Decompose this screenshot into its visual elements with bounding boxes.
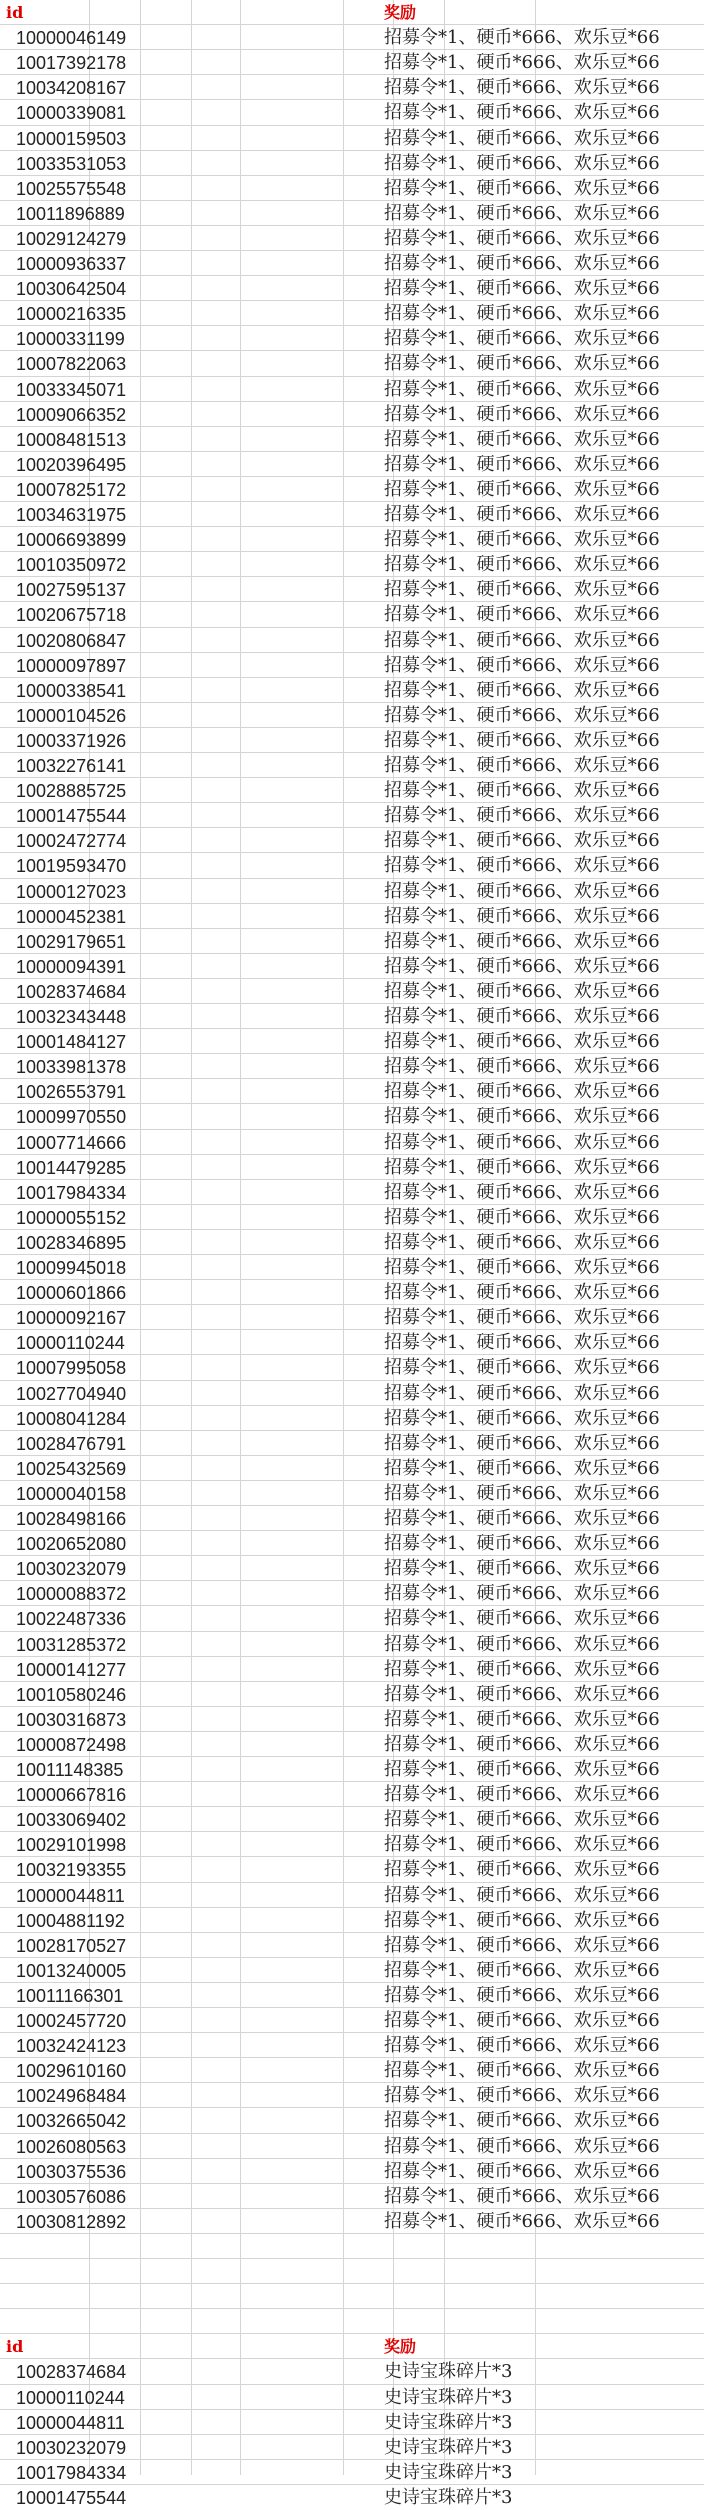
cell-id[interactable]: 10001475544 — [16, 806, 127, 826]
cell-reward[interactable]: 招募令*1、硬币*666、欢乐豆*66 — [384, 328, 660, 349]
cell-id[interactable]: 10031285372 — [16, 1635, 127, 1655]
cell-id[interactable]: 10032343448 — [16, 1007, 127, 1027]
cell-reward[interactable]: 招募令*1、硬币*666、欢乐豆*66 — [384, 1834, 660, 1855]
cell-reward[interactable]: 招募令*1、硬币*666、欢乐豆*66 — [384, 529, 660, 550]
cell-id[interactable]: 10004881192 — [16, 1911, 125, 1931]
cell-reward[interactable]: 史诗宝珠碎片*3 — [384, 2437, 513, 2458]
cell-reward[interactable]: 招募令*1、硬币*666、欢乐豆*66 — [384, 956, 660, 977]
cell-reward[interactable]: 招募令*1、硬币*666、欢乐豆*66 — [384, 1985, 660, 2006]
cell-reward[interactable]: 招募令*1、硬币*666、欢乐豆*66 — [384, 705, 660, 726]
cell-reward[interactable]: 招募令*1、硬币*666、欢乐豆*66 — [384, 1081, 660, 1102]
cell-reward[interactable]: 招募令*1、硬币*666、欢乐豆*66 — [384, 353, 660, 374]
cell-id[interactable]: 10000667816 — [16, 1785, 127, 1805]
cell-reward[interactable]: 招募令*1、硬币*666、欢乐豆*66 — [384, 479, 660, 500]
cell-reward[interactable]: 招募令*1、硬币*666、欢乐豆*66 — [384, 1132, 660, 1153]
cell-id[interactable]: 10020806847 — [16, 631, 127, 651]
table-header-id: id — [6, 3, 24, 22]
cell-id[interactable]: 10003371926 — [16, 731, 127, 751]
cell-reward[interactable]: 招募令*1、硬币*666、欢乐豆*66 — [384, 1684, 660, 1705]
cell-reward[interactable]: 招募令*1、硬币*666、欢乐豆*66 — [384, 2085, 660, 2106]
gridline-horizontal — [0, 2258, 704, 2259]
cell-id[interactable]: 10000110244 — [16, 1333, 125, 1353]
cell-id[interactable]: 10000936337 — [16, 254, 127, 274]
cell-id[interactable]: 10025575548 — [16, 179, 127, 199]
cell-id[interactable]: 10008041284 — [16, 1409, 127, 1429]
cell-reward[interactable]: 招募令*1、硬币*666、欢乐豆*66 — [384, 855, 660, 876]
cell-reward[interactable]: 招募令*1、硬币*666、欢乐豆*66 — [384, 1709, 660, 1730]
gridline-horizontal — [0, 2283, 704, 2284]
cell-id[interactable]: 10026553791 — [16, 1082, 127, 1102]
cell-id[interactable]: 10029179651 — [16, 932, 127, 952]
cell-id[interactable]: 10030576086 — [16, 2187, 127, 2207]
cell-id[interactable]: 10030232079 — [16, 1559, 127, 1579]
cell-id[interactable]: 10028374684 — [16, 2362, 127, 2382]
cell-id[interactable]: 10000040158 — [16, 1484, 127, 1504]
cell-reward[interactable]: 招募令*1、硬币*666、欢乐豆*66 — [384, 228, 660, 249]
cell-reward[interactable]: 招募令*1、硬币*666、欢乐豆*66 — [384, 504, 660, 525]
cell-id[interactable]: 10007822063 — [16, 354, 127, 374]
cell-reward[interactable]: 招募令*1、硬币*666、欢乐豆*66 — [384, 2186, 660, 2207]
cell-id[interactable]: 10029101998 — [16, 1835, 127, 1855]
cell-reward[interactable]: 招募令*1、硬币*666、欢乐豆*66 — [384, 1408, 660, 1429]
cell-id[interactable]: 10032276141 — [16, 756, 127, 776]
cell-id[interactable]: 10013240005 — [16, 1961, 127, 1981]
cell-reward[interactable]: 招募令*1、硬币*666、欢乐豆*66 — [384, 203, 660, 224]
cell-reward[interactable]: 招募令*1、硬币*666、欢乐豆*66 — [384, 2060, 660, 2081]
cell-id[interactable]: 10020396495 — [16, 455, 127, 475]
cell-id[interactable]: 10007714666 — [16, 1133, 127, 1153]
cell-reward[interactable]: 招募令*1、硬币*666、欢乐豆*66 — [384, 655, 660, 676]
cell-id[interactable]: 10011896889 — [16, 204, 125, 224]
cell-id[interactable]: 10033981378 — [16, 1057, 127, 1077]
cell-id[interactable]: 10026080563 — [16, 2137, 127, 2157]
cell-id[interactable]: 10000088372 — [16, 1584, 127, 1604]
cell-reward[interactable]: 招募令*1、硬币*666、欢乐豆*66 — [384, 680, 660, 701]
cell-id[interactable]: 10000338541 — [16, 681, 127, 701]
cell-reward[interactable]: 招募令*1、硬币*666、欢乐豆*66 — [384, 2161, 660, 2182]
cell-reward[interactable]: 招募令*1、硬币*666、欢乐豆*66 — [384, 178, 660, 199]
cell-reward[interactable]: 招募令*1、硬币*666、欢乐豆*66 — [384, 830, 660, 851]
cell-id[interactable]: 10000452381 — [16, 907, 127, 927]
cell-reward[interactable]: 招募令*1、硬币*666、欢乐豆*66 — [384, 1257, 660, 1278]
cell-id[interactable]: 10000044811 — [16, 2413, 125, 2433]
cell-reward[interactable]: 招募令*1、硬币*666、欢乐豆*66 — [384, 102, 660, 123]
cell-reward[interactable]: 招募令*1、硬币*666、欢乐豆*66 — [384, 1533, 660, 1554]
cell-reward[interactable]: 招募令*1、硬币*666、欢乐豆*66 — [384, 1383, 660, 1404]
cell-id[interactable]: 10028346895 — [16, 1233, 127, 1253]
cell-reward[interactable]: 招募令*1、硬币*666、欢乐豆*66 — [384, 1483, 660, 1504]
cell-id[interactable]: 10033069402 — [16, 1810, 127, 1830]
cell-id[interactable]: 10000339081 — [16, 103, 127, 123]
cell-reward[interactable]: 招募令*1、硬币*666、欢乐豆*66 — [384, 52, 660, 73]
cell-reward[interactable]: 招募令*1、硬币*666、欢乐豆*66 — [384, 2035, 660, 2056]
cell-reward[interactable]: 招募令*1、硬币*666、欢乐豆*66 — [384, 1433, 660, 1454]
cell-reward[interactable]: 招募令*1、硬币*666、欢乐豆*66 — [384, 1734, 660, 1755]
cell-id[interactable]: 10027704940 — [16, 1384, 127, 1404]
cell-reward[interactable]: 招募令*1、硬币*666、欢乐豆*66 — [384, 1910, 660, 1931]
cell-id[interactable]: 10000104526 — [16, 706, 127, 726]
gridline-horizontal — [0, 2308, 704, 2309]
cell-reward[interactable]: 招募令*1、硬币*666、欢乐豆*66 — [384, 1583, 660, 1604]
table-header-reward: 奖励 — [384, 3, 417, 22]
cell-id[interactable]: 10020675718 — [16, 605, 127, 625]
cell-id[interactable]: 10029610160 — [16, 2061, 127, 2081]
cell-id[interactable]: 10030812892 — [16, 2212, 127, 2232]
cell-reward[interactable]: 招募令*1、硬币*666、欢乐豆*66 — [384, 2110, 660, 2131]
cell-id[interactable]: 10014479285 — [16, 1158, 127, 1178]
cell-id[interactable]: 10025432569 — [16, 1459, 127, 1479]
cell-reward[interactable]: 招募令*1、硬币*666、欢乐豆*66 — [384, 128, 660, 149]
cell-reward[interactable]: 招募令*1、硬币*666、欢乐豆*66 — [384, 77, 660, 98]
cell-reward[interactable]: 招募令*1、硬币*666、欢乐豆*66 — [384, 1006, 660, 1027]
cell-reward[interactable]: 招募令*1、硬币*666、欢乐豆*66 — [384, 1182, 660, 1203]
cell-id[interactable]: 10009066352 — [16, 405, 127, 425]
cell-id[interactable]: 10000046149 — [16, 28, 127, 48]
cell-reward[interactable]: 招募令*1、硬币*666、欢乐豆*66 — [384, 1935, 660, 1956]
cell-reward[interactable]: 招募令*1、硬币*666、欢乐豆*66 — [384, 1960, 660, 1981]
cell-reward[interactable]: 招募令*1、硬币*666、欢乐豆*66 — [384, 730, 660, 751]
cell-id[interactable]: 10000055152 — [16, 1208, 127, 1228]
cell-id[interactable]: 10032424123 — [16, 2036, 127, 2056]
cell-id[interactable]: 10008481513 — [16, 430, 127, 450]
cell-id[interactable]: 10000872498 — [16, 1735, 127, 1755]
cell-id[interactable]: 10000331199 — [16, 329, 125, 349]
cell-reward[interactable]: 招募令*1、硬币*666、欢乐豆*66 — [384, 2211, 660, 2232]
cell-reward[interactable]: 招募令*1、硬币*666、欢乐豆*66 — [384, 1157, 660, 1178]
cell-reward[interactable]: 招募令*1、硬币*666、欢乐豆*66 — [384, 1031, 660, 1052]
cell-reward[interactable]: 招募令*1、硬币*666、欢乐豆*66 — [384, 27, 660, 48]
cell-reward[interactable]: 招募令*1、硬币*666、欢乐豆*66 — [384, 1558, 660, 1579]
cell-id[interactable]: 10024968484 — [16, 2086, 127, 2106]
cell-id[interactable]: 10028374684 — [16, 982, 127, 1002]
cell-reward[interactable]: 招募令*1、硬币*666、欢乐豆*66 — [384, 579, 660, 600]
cell-id[interactable]: 10000044811 — [16, 1886, 125, 1906]
cell-id[interactable]: 10002457720 — [16, 2011, 127, 2031]
cell-reward[interactable]: 招募令*1、硬币*666、欢乐豆*66 — [384, 429, 660, 450]
cell-reward[interactable]: 招募令*1、硬币*666、欢乐豆*66 — [384, 1809, 660, 1830]
cell-reward[interactable]: 招募令*1、硬币*666、欢乐豆*66 — [384, 1659, 660, 1680]
cell-reward[interactable]: 招募令*1、硬币*666、欢乐豆*66 — [384, 755, 660, 776]
cell-reward[interactable]: 招募令*1、硬币*666、欢乐豆*66 — [384, 404, 660, 425]
cell-reward[interactable]: 招募令*1、硬币*666、欢乐豆*66 — [384, 278, 660, 299]
cell-id[interactable]: 10000159503 — [16, 129, 127, 149]
cell-reward[interactable]: 招募令*1、硬币*666、欢乐豆*66 — [384, 931, 660, 952]
cell-reward[interactable]: 招募令*1、硬币*666、欢乐豆*66 — [384, 1056, 660, 1077]
cell-id[interactable]: 10027595137 — [16, 580, 127, 600]
table-header-reward: 奖励 — [384, 2337, 417, 2356]
cell-reward[interactable]: 招募令*1、硬币*666、欢乐豆*66 — [384, 1608, 660, 1629]
cell-reward[interactable]: 招募令*1、硬币*666、欢乐豆*66 — [384, 1282, 660, 1303]
cell-reward[interactable]: 招募令*1、硬币*666、欢乐豆*66 — [384, 1885, 660, 1906]
cell-id[interactable]: 10000097897 — [16, 656, 127, 676]
cell-id[interactable]: 10001484127 — [16, 1032, 127, 1052]
cell-id[interactable]: 10019593470 — [16, 856, 127, 876]
cell-id[interactable]: 10017984334 — [16, 1183, 127, 1203]
cell-reward[interactable]: 招募令*1、硬币*666、欢乐豆*66 — [384, 454, 660, 475]
cell-reward[interactable]: 招募令*1、硬币*666、欢乐豆*66 — [384, 1859, 660, 1880]
cell-reward[interactable]: 招募令*1、硬币*666、欢乐豆*66 — [384, 2136, 660, 2157]
cell-id[interactable]: 10010350972 — [16, 555, 127, 575]
cell-reward[interactable]: 招募令*1、硬币*666、欢乐豆*66 — [384, 1759, 660, 1780]
cell-id[interactable]: 10000092167 — [16, 1308, 127, 1328]
cell-id[interactable]: 10000601866 — [16, 1283, 127, 1303]
cell-reward[interactable]: 招募令*1、硬币*666、欢乐豆*66 — [384, 881, 660, 902]
cell-id[interactable]: 10000127023 — [16, 882, 127, 902]
cell-reward[interactable]: 史诗宝珠碎片*3 — [384, 2361, 513, 2382]
cell-id[interactable]: 10032193355 — [16, 1860, 127, 1880]
cell-reward[interactable]: 招募令*1、硬币*666、欢乐豆*66 — [384, 2010, 660, 2031]
cell-id[interactable]: 10006693899 — [16, 530, 127, 550]
cell-id[interactable]: 10001475544 — [16, 2488, 127, 2508]
cell-id[interactable]: 10028885725 — [16, 781, 127, 801]
cell-id[interactable]: 10028170527 — [16, 1936, 127, 1956]
cell-reward[interactable]: 招募令*1、硬币*666、欢乐豆*66 — [384, 1106, 660, 1127]
cell-id[interactable]: 10029124279 — [16, 229, 127, 249]
cell-reward[interactable]: 招募令*1、硬币*666、欢乐豆*66 — [384, 1357, 660, 1378]
cell-id[interactable]: 10017392178 — [16, 53, 127, 73]
cell-reward[interactable]: 史诗宝珠碎片*3 — [384, 2487, 513, 2508]
cell-id[interactable]: 10034208167 — [16, 78, 127, 98]
cell-id[interactable]: 10011148385 — [16, 1760, 124, 1780]
table-header-id: id — [6, 2337, 24, 2356]
cell-id[interactable]: 10007995058 — [16, 1358, 127, 1378]
cell-reward[interactable]: 招募令*1、硬币*666、欢乐豆*66 — [384, 303, 660, 324]
cell-id[interactable]: 10000216335 — [16, 304, 127, 324]
cell-id[interactable]: 10009945018 — [16, 1258, 127, 1278]
cell-id[interactable]: 10010580246 — [16, 1685, 127, 1705]
cell-reward[interactable]: 史诗宝珠碎片*3 — [384, 2412, 513, 2433]
cell-reward[interactable]: 史诗宝珠碎片*3 — [384, 2462, 513, 2483]
cell-id[interactable]: 10000141277 — [16, 1660, 127, 1680]
cell-id[interactable]: 10030232079 — [16, 2438, 127, 2458]
cell-reward[interactable]: 招募令*1、硬币*666、欢乐豆*66 — [384, 1207, 660, 1228]
cell-reward[interactable]: 招募令*1、硬币*666、欢乐豆*66 — [384, 1634, 660, 1655]
cell-id[interactable]: 10030642504 — [16, 279, 127, 299]
cell-id[interactable]: 10011166301 — [16, 1986, 124, 2006]
cell-reward[interactable]: 招募令*1、硬币*666、欢乐豆*66 — [384, 630, 660, 651]
cell-reward[interactable]: 招募令*1、硬币*666、欢乐豆*66 — [384, 554, 660, 575]
cell-id[interactable]: 10034631975 — [16, 505, 127, 525]
cell-id[interactable]: 10020652080 — [16, 1534, 127, 1554]
cell-reward[interactable]: 招募令*1、硬币*666、欢乐豆*66 — [384, 906, 660, 927]
cell-id[interactable]: 10002472774 — [16, 831, 127, 851]
cell-id[interactable]: 10007825172 — [16, 480, 127, 500]
cell-id[interactable]: 10030375536 — [16, 2162, 127, 2182]
cell-reward[interactable]: 招募令*1、硬币*666、欢乐豆*66 — [384, 981, 660, 1002]
cell-id[interactable]: 10000094391 — [16, 957, 127, 977]
cell-reward[interactable]: 招募令*1、硬币*666、欢乐豆*66 — [384, 1332, 660, 1353]
gridline-vertical — [191, 0, 192, 2475]
cell-id[interactable]: 10009970550 — [16, 1107, 127, 1127]
cell-reward[interactable]: 史诗宝珠碎片*3 — [384, 2387, 513, 2408]
cell-reward[interactable]: 招募令*1、硬币*666、欢乐豆*66 — [384, 379, 660, 400]
cell-id[interactable]: 10030316873 — [16, 1710, 127, 1730]
cell-id[interactable]: 10033345071 — [16, 380, 127, 400]
cell-reward[interactable]: 招募令*1、硬币*666、欢乐豆*66 — [384, 1458, 660, 1479]
cell-id[interactable]: 10022487336 — [16, 1609, 127, 1629]
cell-id[interactable]: 10033531053 — [16, 154, 127, 174]
cell-reward[interactable]: 招募令*1、硬币*666、欢乐豆*66 — [384, 805, 660, 826]
cell-id[interactable]: 10032665042 — [16, 2111, 127, 2131]
cell-reward[interactable]: 招募令*1、硬币*666、欢乐豆*66 — [384, 1232, 660, 1253]
cell-reward[interactable]: 招募令*1、硬币*666、欢乐豆*66 — [384, 1508, 660, 1529]
cell-id[interactable]: 10028476791 — [16, 1434, 127, 1454]
cell-reward[interactable]: 招募令*1、硬币*666、欢乐豆*66 — [384, 253, 660, 274]
cell-reward[interactable]: 招募令*1、硬币*666、欢乐豆*66 — [384, 780, 660, 801]
cell-reward[interactable]: 招募令*1、硬币*666、欢乐豆*66 — [384, 153, 660, 174]
cell-reward[interactable]: 招募令*1、硬币*666、欢乐豆*66 — [384, 1784, 660, 1805]
cell-reward[interactable]: 招募令*1、硬币*666、欢乐豆*66 — [384, 1307, 660, 1328]
cell-reward[interactable]: 招募令*1、硬币*666、欢乐豆*66 — [384, 604, 660, 625]
gridline-vertical — [240, 0, 241, 2475]
cell-id[interactable]: 10028498166 — [16, 1509, 127, 1529]
gridline-vertical — [343, 0, 344, 2475]
cell-id[interactable]: 10017984334 — [16, 2463, 127, 2483]
cell-id[interactable]: 10000110244 — [16, 2388, 125, 2408]
